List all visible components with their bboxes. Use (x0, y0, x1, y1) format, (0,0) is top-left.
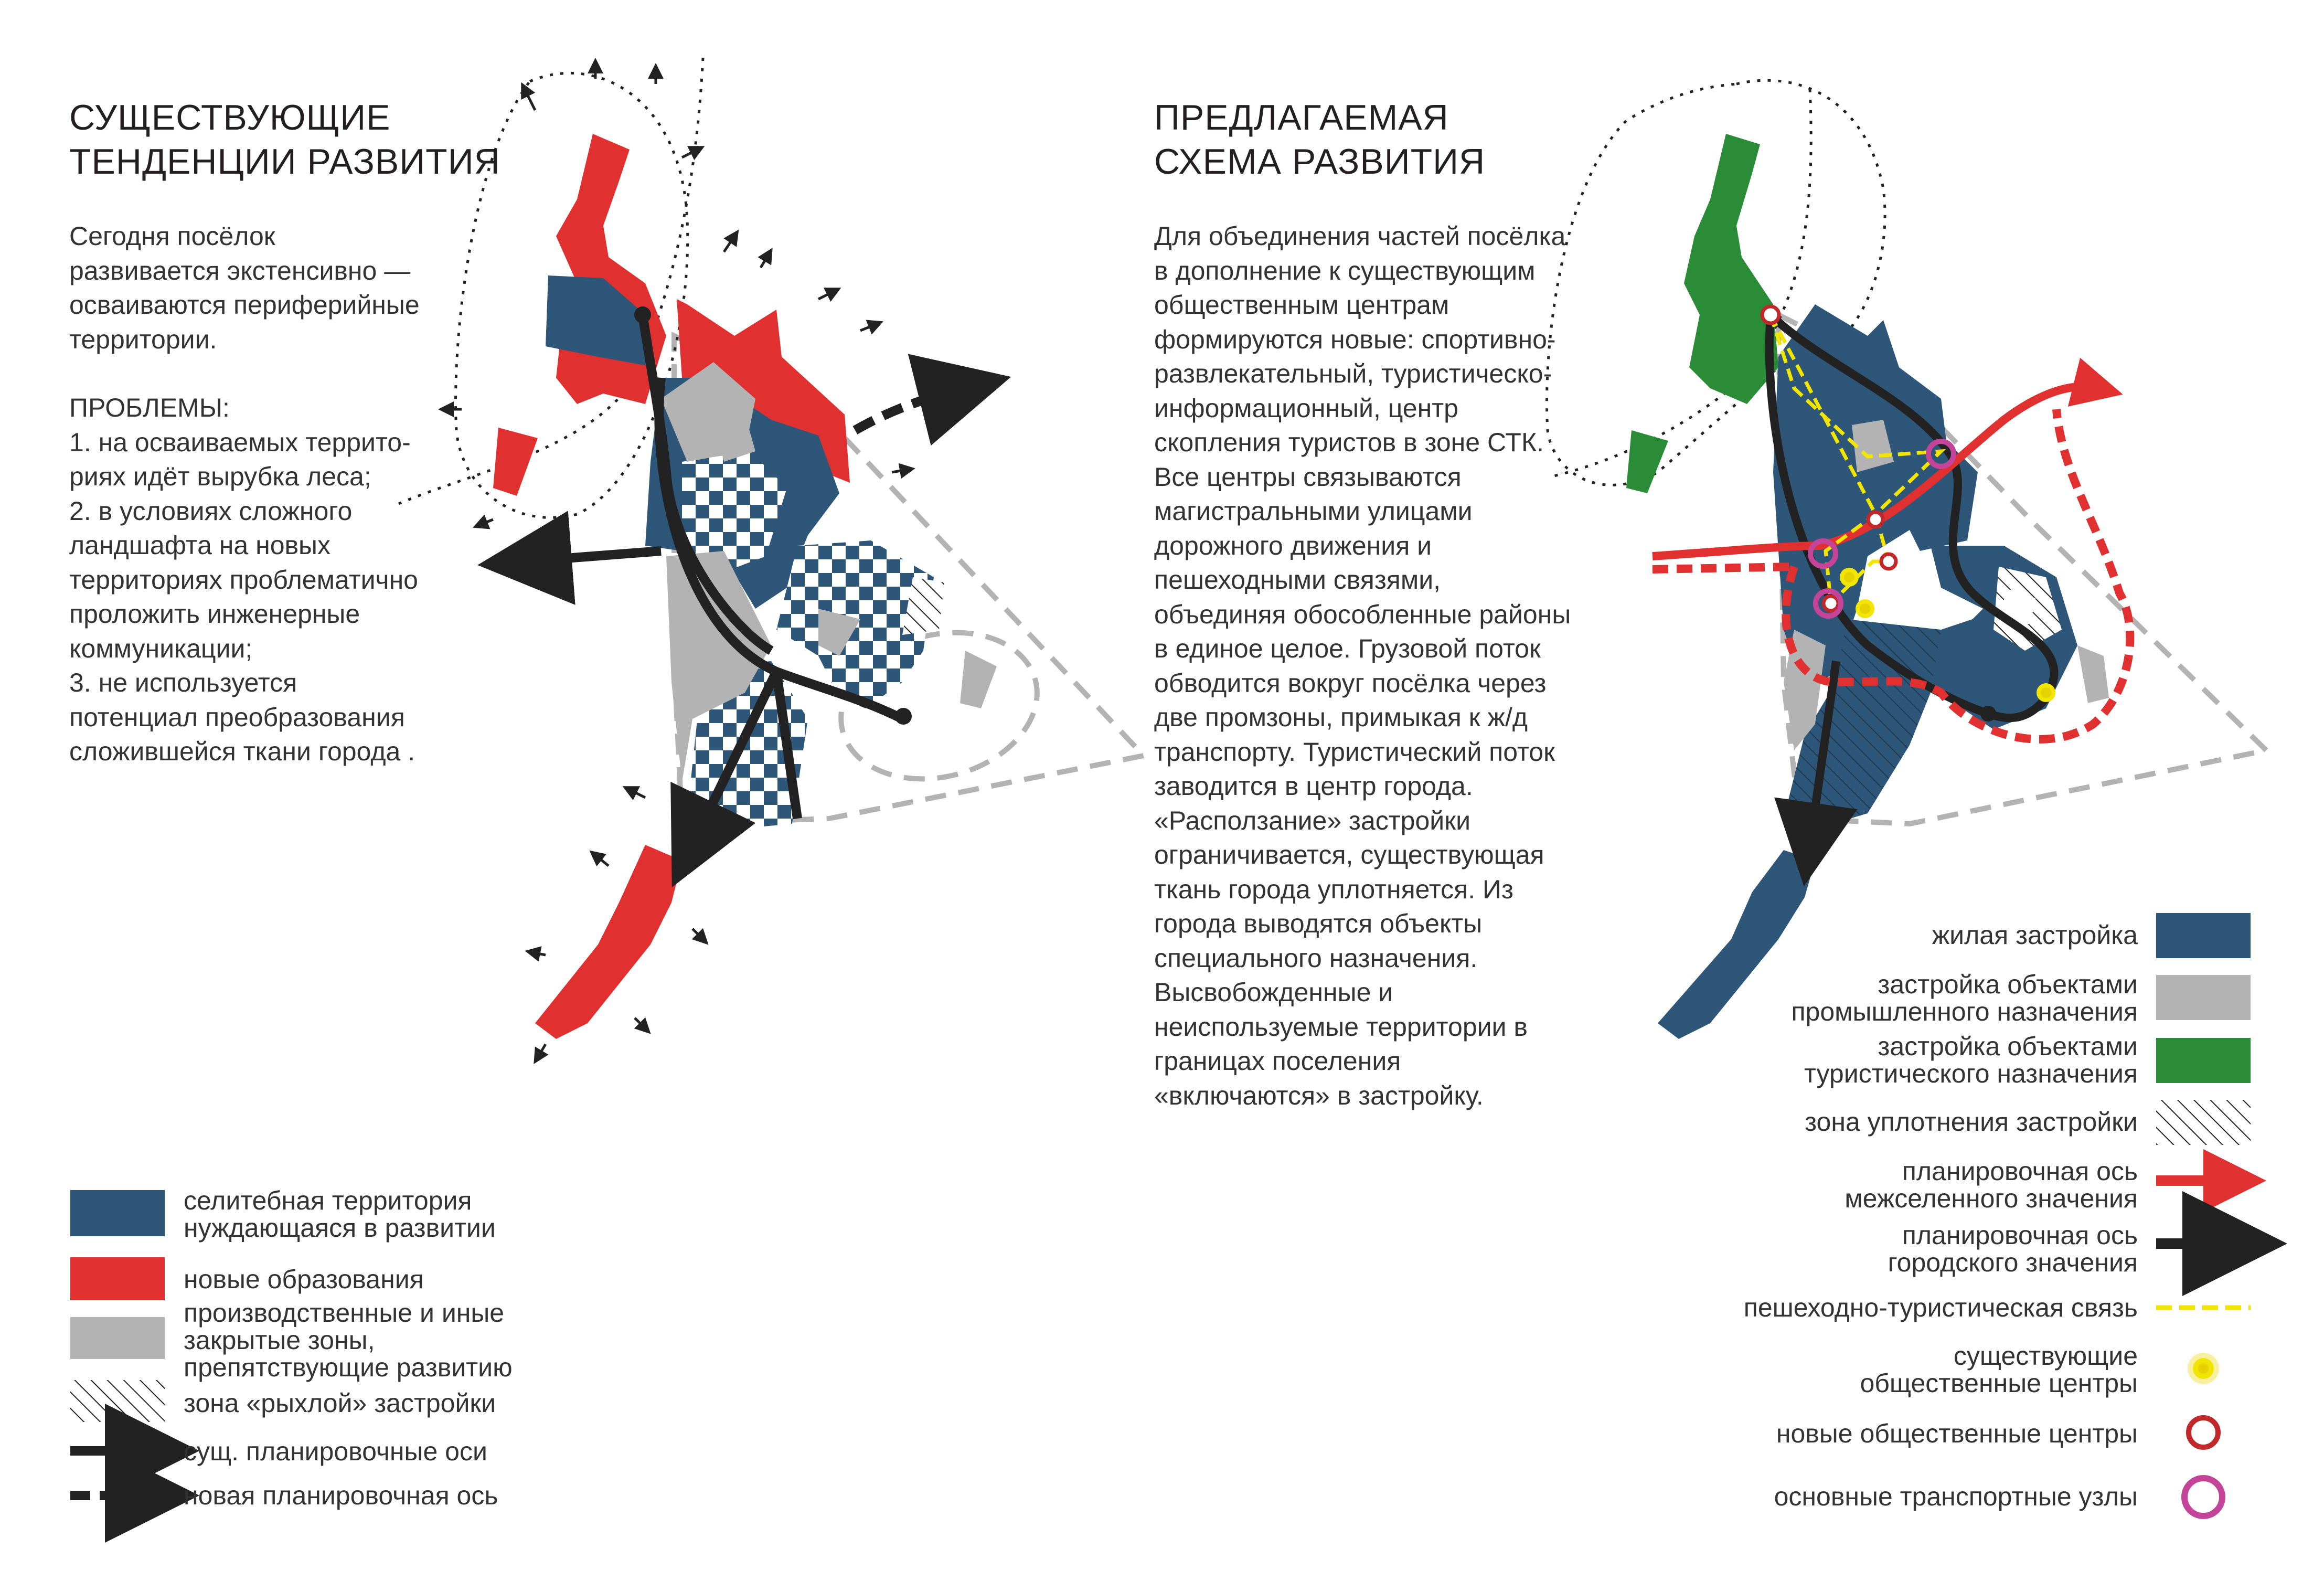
right-node-east (1980, 706, 1996, 721)
right-paragraph-line: заводится в центр города. (1154, 771, 1473, 801)
left-intro (69, 219, 468, 357)
swatch-industrial (2156, 975, 2251, 1020)
left-problems-line: коммуникации; (69, 633, 253, 663)
left-red-small (493, 428, 538, 496)
left-legend-swatches (70, 1190, 165, 1495)
swatch-residential (2156, 913, 2251, 958)
right-diagram (1547, 80, 2266, 1039)
legend-label-industrial (1791, 971, 2138, 1025)
left-problems-line: 3. не используется (69, 668, 297, 697)
left-axis-west (525, 551, 661, 561)
legend-label-line: туристического назначения (1804, 1059, 2138, 1088)
right-paragraph-line: транспорту. Туристический поток (1154, 737, 1555, 767)
left-intro-line: осваиваются периферийные (69, 290, 420, 320)
legend-label-line: городского значения (1888, 1248, 2138, 1277)
legend-label-residential-need (184, 1187, 496, 1242)
left-problems-line: потенциал преобразования (69, 702, 405, 732)
right-paragraph-line: информационный, центр (1154, 393, 1458, 423)
legend-label-line: селитебная территория (184, 1186, 472, 1215)
left-node-north (634, 306, 651, 323)
right-paragraph-line: развлекательный, туристическо- (1154, 359, 1552, 388)
legend-label-transport-node (1774, 1483, 2138, 1510)
right-paragraph-line: границах поселения (1154, 1046, 1401, 1076)
right-paragraph-line: объединяя обособленные районы (1154, 599, 1571, 629)
right-paragraph-line: Все центры связываются (1154, 462, 1462, 492)
right-paragraph-line: неиспользуемые территории в (1154, 1012, 1528, 1042)
swatch-tourist (2156, 1038, 2251, 1083)
right-paragraph-line: «Расползание» застройки (1154, 805, 1471, 835)
right-paragraph-line: специального назначения. (1154, 943, 1478, 973)
legend-label-line: планировочная ось (1902, 1156, 2138, 1186)
legend-label-line: нуждающаяся в развитии (184, 1213, 496, 1243)
legend-label-line: основные транспортные узлы (1774, 1482, 2138, 1511)
right-title-line2: СХЕМА РАЗВИТИЯ (1154, 142, 1486, 182)
right-paragraph-line: Для объединения частей посёлка (1154, 221, 1566, 251)
left-intro-line: Сегодня посёлок (69, 221, 275, 251)
legend-label-line: межселенного значения (1845, 1184, 2138, 1213)
swatch-transport-node (2184, 1478, 2222, 1516)
legend-label-line: сущ. планировочные оси (184, 1437, 487, 1466)
legend-label-line: застройка объектами (1878, 970, 2138, 999)
swatch-new-formations (70, 1257, 165, 1300)
right-legend-swatches (2156, 913, 2251, 1516)
left-problems-line: ПРОБЛЕМЫ: (69, 393, 230, 422)
right-paragraph-line: пешеходными связями, (1154, 565, 1441, 595)
legend-label-tourist (1804, 1033, 2138, 1087)
legend-label-line: пешеходно-туристическая связь (1743, 1293, 2138, 1322)
legend-label-line: застройка объектами (1878, 1032, 2138, 1061)
right-paragraph-line: две промзоны, примыкая к ж/д (1154, 703, 1528, 732)
right-paragraph-line: дорожного движения и (1154, 530, 1432, 560)
left-problems-line: территориях проблематично (69, 565, 418, 595)
swatch-closed-zones (70, 1317, 165, 1359)
legend-label-loose-build (184, 1389, 496, 1417)
right-title-line1: ПРЕДЛАГАЕМАЯ (1154, 98, 1449, 137)
left-problems-line: риях идёт вырубка леса; (69, 462, 371, 491)
legend-label-line: закрытые зоны, (184, 1325, 375, 1355)
swatch-new-center (2189, 1418, 2218, 1447)
left-title-line2: ТЕНДЕНЦИИ РАЗВИТИЯ (69, 142, 500, 182)
legend-label-line: промышленного назначения (1791, 997, 2138, 1026)
legend-label-line: зона уплотнения застройки (1805, 1107, 2138, 1137)
legend-label-closed-zones (184, 1299, 513, 1381)
legend-label-red-axis (1845, 1158, 2138, 1212)
legend-label-line: общественные центры (1860, 1368, 2138, 1398)
swatch-existing-center (2188, 1353, 2219, 1384)
legend-label-line: существующие (1953, 1341, 2138, 1371)
right-paragraph-line: «включаются» в застройку. (1154, 1080, 1484, 1110)
right-green-small (1626, 430, 1668, 493)
legend-label-existing-axes (184, 1438, 487, 1465)
left-problems-line: ландшафта на новых (69, 530, 331, 560)
right-paragraph-line: обводится вокруг посёлка через (1154, 668, 1547, 698)
left-problems (69, 391, 478, 769)
right-paragraph-line: общественным центрам (1154, 290, 1449, 320)
right-grey-3 (2077, 645, 2109, 703)
left-problems-line: проложить инженерные (69, 599, 360, 629)
left-problems-line: сложившейся ткани города . (69, 737, 415, 766)
legend-label-new-center (1776, 1420, 2138, 1447)
legend-label-black-axis (1888, 1222, 2138, 1276)
left-title (69, 96, 500, 184)
legend-label-existing-center (1860, 1342, 2138, 1397)
left-title-line1: СУЩЕСТВУЮЩИЕ (69, 98, 391, 137)
right-paragraph-line: ткань города уплотняется. Из (1154, 874, 1513, 904)
swatch-loose-build (70, 1380, 165, 1422)
right-paragraph-line: в дополнение к существующим (1154, 256, 1536, 285)
left-axis-new-dashed (855, 388, 965, 430)
legend-label-line: новые общественные центры (1776, 1419, 2138, 1448)
legend-label-densification (1805, 1108, 2138, 1136)
left-intro-line: развивается экстенсивно — (69, 256, 411, 285)
legend-label-line: новая планировочная ось (184, 1481, 498, 1510)
legend-label-line: жилая застройка (1932, 920, 2138, 950)
right-green-north (1684, 134, 1778, 404)
legend-label-new-axis (184, 1482, 498, 1509)
left-grey-4 (960, 651, 997, 708)
left-node-east (895, 708, 912, 725)
right-title (1154, 96, 1485, 184)
legend-label-line: производственные и иные (184, 1298, 505, 1328)
left-red-south (535, 845, 682, 1039)
left-problems-line: 2. в условиях сложного (69, 496, 353, 526)
right-paragraph-line: скопления туристов в зоне СТК. (1154, 428, 1544, 457)
legend-label-line: препятствующие развитию (184, 1353, 513, 1382)
swatch-densification (2156, 1100, 2251, 1145)
right-axis-red-dashed-west (1653, 567, 1794, 569)
legend-label-new-formations (184, 1266, 424, 1293)
left-intro-line: территории. (69, 324, 217, 354)
right-paragraph (1154, 219, 1616, 1113)
legend-label-residential (1932, 921, 2138, 949)
right-paragraph-line: в единое целое. Грузовой поток (1154, 634, 1541, 663)
legend-label-line: планировочная ось (1902, 1221, 2138, 1250)
right-paragraph-line: города выводятся объекты (1154, 909, 1483, 938)
right-paragraph-line: ограничивается, существующая (1154, 840, 1544, 869)
right-paragraph-line: магистральными улицами (1154, 496, 1473, 526)
legend-label-ped-link (1744, 1294, 2138, 1321)
legend-label-line: зона «рыхлой» застройки (184, 1388, 496, 1418)
legend-label-line: новые образования (184, 1265, 424, 1294)
left-diagram (399, 58, 1144, 1057)
left-problems-line: 1. на осваиваемых террито- (69, 427, 411, 457)
right-paragraph-line: Высвобожденные и (1154, 978, 1393, 1007)
swatch-residential-need (70, 1190, 165, 1236)
right-paragraph-line: формируются новые: спортивно- (1154, 324, 1556, 354)
